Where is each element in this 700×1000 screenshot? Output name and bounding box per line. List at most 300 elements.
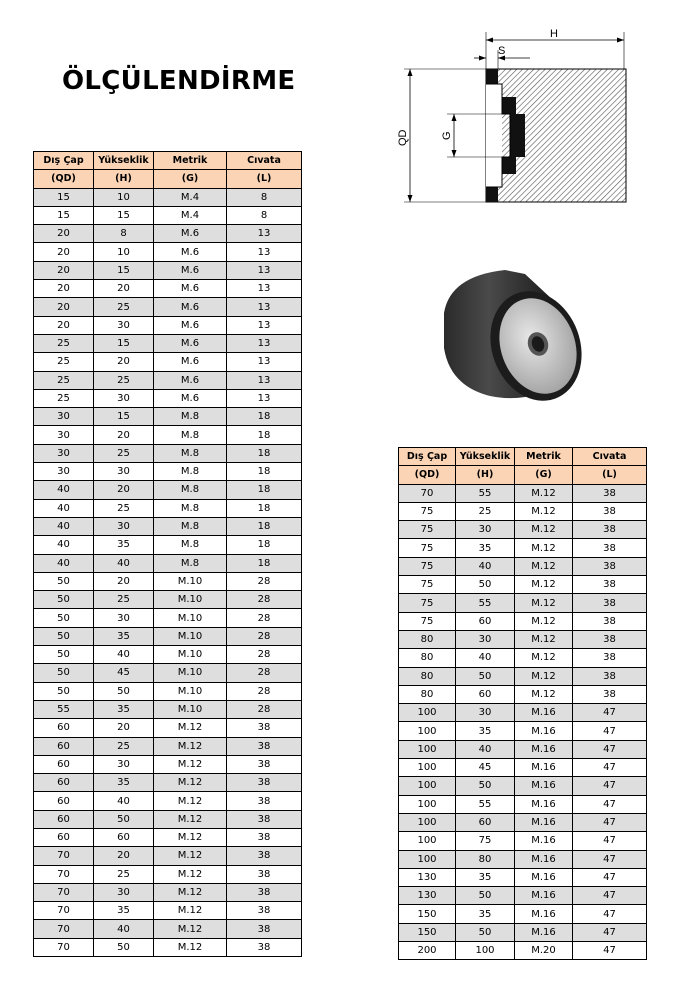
cell-metric: M.8 — [154, 536, 227, 554]
table-row — [34, 847, 302, 865]
cell-height: 25 — [94, 499, 154, 517]
cell-height: 50 — [456, 667, 515, 685]
cell-outer-diameter: 30 — [34, 444, 94, 462]
table-row — [34, 298, 302, 316]
cell-bolt: 47 — [573, 887, 647, 905]
table-row — [34, 700, 302, 718]
table-row — [34, 426, 302, 444]
cell-outer-diameter: 25 — [34, 371, 94, 389]
cell-metric: M.12 — [515, 502, 573, 520]
cell-outer-diameter: 100 — [399, 722, 456, 740]
cell-height: 30 — [94, 389, 154, 407]
cell-bolt: 47 — [573, 850, 647, 868]
cell-bolt: 38 — [573, 484, 647, 502]
cell-height: 15 — [94, 334, 154, 352]
cell-outer-diameter: 60 — [34, 792, 94, 810]
table-row — [399, 777, 647, 795]
table-row — [34, 737, 302, 755]
cell-metric: M.16 — [515, 722, 573, 740]
cell-bolt: 18 — [227, 499, 302, 517]
cell-height: 20 — [94, 426, 154, 444]
table-row — [34, 609, 302, 627]
cell-metric: M.20 — [515, 942, 573, 960]
cell-outer-diameter: 70 — [34, 938, 94, 956]
cell-outer-diameter: 200 — [399, 942, 456, 960]
table-row — [34, 243, 302, 261]
cell-metric: M.8 — [154, 408, 227, 426]
cell-height: 100 — [456, 942, 515, 960]
cell-height: 30 — [456, 704, 515, 722]
cell-metric: M.16 — [515, 850, 573, 868]
cell-height: 50 — [456, 576, 515, 594]
cell-metric: M.16 — [515, 777, 573, 795]
cell-bolt: 38 — [227, 938, 302, 956]
table-row — [399, 905, 647, 923]
cell-outer-diameter: 25 — [34, 334, 94, 352]
cell-outer-diameter: 100 — [399, 850, 456, 868]
cell-height: 40 — [456, 557, 515, 575]
header-h: (H) — [456, 466, 515, 484]
cell-height: 35 — [456, 722, 515, 740]
cell-metric: M.8 — [154, 554, 227, 572]
cell-bolt: 47 — [573, 905, 647, 923]
cell-bolt: 38 — [573, 667, 647, 685]
cell-metric: M.16 — [515, 905, 573, 923]
cell-metric: M.12 — [515, 630, 573, 648]
cell-bolt: 13 — [227, 316, 302, 334]
cell-height: 20 — [94, 572, 154, 590]
cell-outer-diameter: 60 — [34, 828, 94, 846]
cell-bolt: 28 — [227, 609, 302, 627]
cell-outer-diameter: 60 — [34, 737, 94, 755]
cell-metric: M.12 — [515, 612, 573, 630]
table-row — [34, 261, 302, 279]
cell-outer-diameter: 50 — [34, 682, 94, 700]
cell-height: 35 — [94, 902, 154, 920]
table-row — [34, 591, 302, 609]
cell-bolt: 8 — [227, 188, 302, 206]
cell-bolt: 38 — [573, 630, 647, 648]
cell-bolt: 38 — [573, 594, 647, 612]
cell-metric: M.8 — [154, 426, 227, 444]
cell-metric: M.12 — [154, 920, 227, 938]
cell-bolt: 38 — [227, 755, 302, 773]
cell-bolt: 13 — [227, 334, 302, 352]
cell-height: 75 — [456, 832, 515, 850]
cell-outer-diameter: 80 — [399, 649, 456, 667]
cell-outer-diameter: 60 — [34, 755, 94, 773]
cell-bolt: 28 — [227, 572, 302, 590]
table-row — [34, 408, 302, 426]
cell-outer-diameter: 80 — [399, 685, 456, 703]
cell-metric: M.16 — [515, 887, 573, 905]
cell-height: 35 — [456, 868, 515, 886]
cell-height: 40 — [94, 646, 154, 664]
table-row — [399, 502, 647, 520]
table-row — [34, 499, 302, 517]
cell-metric: M.12 — [154, 847, 227, 865]
cell-outer-diameter: 50 — [34, 591, 94, 609]
cell-height: 80 — [456, 850, 515, 868]
cell-metric: M.12 — [154, 719, 227, 737]
cell-height: 15 — [94, 408, 154, 426]
cell-height: 35 — [456, 539, 515, 557]
cell-outer-diameter: 100 — [399, 813, 456, 831]
cell-metric: M.10 — [154, 700, 227, 718]
cell-outer-diameter: 100 — [399, 759, 456, 777]
cell-bolt: 13 — [227, 298, 302, 316]
cell-bolt: 47 — [573, 704, 647, 722]
cell-bolt: 47 — [573, 740, 647, 758]
cell-bolt: 28 — [227, 627, 302, 645]
cell-metric: M.16 — [515, 759, 573, 777]
cell-bolt: 38 — [227, 902, 302, 920]
cell-outer-diameter: 80 — [399, 667, 456, 685]
cell-outer-diameter: 40 — [34, 517, 94, 535]
cell-outer-diameter: 15 — [34, 206, 94, 224]
header-g: (G) — [515, 466, 573, 484]
cell-outer-diameter: 70 — [34, 902, 94, 920]
header-h: (H) — [94, 170, 154, 188]
cell-outer-diameter: 100 — [399, 832, 456, 850]
cell-height: 60 — [456, 813, 515, 831]
cell-outer-diameter: 100 — [399, 704, 456, 722]
cell-bolt: 38 — [227, 828, 302, 846]
cell-outer-diameter: 50 — [34, 627, 94, 645]
table-row — [34, 444, 302, 462]
cell-bolt: 13 — [227, 353, 302, 371]
table-row — [34, 463, 302, 481]
cell-bolt: 38 — [573, 576, 647, 594]
cell-outer-diameter: 70 — [34, 847, 94, 865]
cell-height: 50 — [94, 810, 154, 828]
cell-metric: M.12 — [515, 521, 573, 539]
cell-bolt: 13 — [227, 261, 302, 279]
table-row — [34, 627, 302, 645]
cell-bolt: 47 — [573, 832, 647, 850]
table-row — [34, 682, 302, 700]
cell-height: 30 — [94, 883, 154, 901]
table-row — [399, 813, 647, 831]
table-row — [399, 557, 647, 575]
cell-outer-diameter: 100 — [399, 777, 456, 795]
cell-height: 40 — [456, 740, 515, 758]
cell-height: 25 — [94, 865, 154, 883]
cell-outer-diameter: 75 — [399, 576, 456, 594]
cell-height: 50 — [94, 682, 154, 700]
cell-metric: M.6 — [154, 261, 227, 279]
table-row — [34, 865, 302, 883]
cell-bolt: 47 — [573, 923, 647, 941]
header-l: (L) — [573, 466, 647, 484]
cell-height: 50 — [456, 777, 515, 795]
cell-bolt: 28 — [227, 646, 302, 664]
cell-height: 50 — [456, 887, 515, 905]
cell-outer-diameter: 130 — [399, 868, 456, 886]
cell-height: 40 — [94, 920, 154, 938]
cell-bolt: 47 — [573, 777, 647, 795]
cell-outer-diameter: 75 — [399, 612, 456, 630]
page-title: ÖLÇÜLENDİRME — [62, 66, 296, 96]
cell-bolt: 28 — [227, 591, 302, 609]
table-row — [399, 887, 647, 905]
cell-height: 45 — [456, 759, 515, 777]
cell-bolt: 18 — [227, 517, 302, 535]
cell-metric: M.6 — [154, 353, 227, 371]
cell-height: 20 — [94, 847, 154, 865]
cell-outer-diameter: 60 — [34, 774, 94, 792]
cell-outer-diameter: 20 — [34, 225, 94, 243]
table-row — [399, 795, 647, 813]
cell-outer-diameter: 20 — [34, 316, 94, 334]
cell-height: 35 — [94, 774, 154, 792]
cell-height: 55 — [456, 795, 515, 813]
cell-metric: M.8 — [154, 463, 227, 481]
cell-outer-diameter: 75 — [399, 502, 456, 520]
cell-outer-diameter: 20 — [34, 280, 94, 298]
table-row — [399, 594, 647, 612]
cell-bolt: 38 — [227, 810, 302, 828]
cell-outer-diameter: 80 — [399, 630, 456, 648]
cell-outer-diameter: 75 — [399, 521, 456, 539]
cell-outer-diameter: 15 — [34, 188, 94, 206]
cell-metric: M.12 — [515, 484, 573, 502]
cell-height: 25 — [94, 591, 154, 609]
cell-metric: M.8 — [154, 517, 227, 535]
table-row — [399, 630, 647, 648]
header-row-1 — [399, 448, 647, 466]
header-qd: (QD) — [34, 170, 94, 188]
cell-height: 25 — [94, 444, 154, 462]
table-row — [34, 225, 302, 243]
cell-metric: M.8 — [154, 481, 227, 499]
table-row — [399, 740, 647, 758]
table-row — [34, 719, 302, 737]
cell-outer-diameter: 50 — [34, 572, 94, 590]
cell-height: 30 — [456, 521, 515, 539]
cell-bolt: 47 — [573, 813, 647, 831]
cell-metric: M.12 — [515, 576, 573, 594]
cell-metric: M.10 — [154, 572, 227, 590]
cell-metric: M.12 — [154, 774, 227, 792]
cell-bolt: 38 — [227, 792, 302, 810]
cell-bolt: 38 — [227, 847, 302, 865]
cell-bolt: 38 — [227, 920, 302, 938]
cell-metric: M.12 — [515, 594, 573, 612]
cell-bolt: 38 — [573, 521, 647, 539]
cell-outer-diameter: 130 — [399, 887, 456, 905]
header-metric: Metrik — [515, 448, 573, 466]
cell-metric: M.12 — [154, 755, 227, 773]
cell-metric: M.12 — [154, 902, 227, 920]
cell-bolt: 13 — [227, 280, 302, 298]
table-row — [34, 280, 302, 298]
cell-height: 35 — [456, 905, 515, 923]
cell-height: 30 — [94, 316, 154, 334]
cell-height: 40 — [456, 649, 515, 667]
cell-outer-diameter: 40 — [34, 554, 94, 572]
cell-height: 35 — [94, 700, 154, 718]
cell-bolt: 47 — [573, 722, 647, 740]
table-row — [399, 704, 647, 722]
table-row — [34, 810, 302, 828]
cell-metric: M.6 — [154, 298, 227, 316]
header-height: Yükseklik — [456, 448, 515, 466]
table-row — [34, 536, 302, 554]
cell-height: 30 — [94, 463, 154, 481]
table-row — [399, 612, 647, 630]
table-row — [34, 755, 302, 773]
cell-metric: M.12 — [154, 865, 227, 883]
cell-outer-diameter: 30 — [34, 408, 94, 426]
cell-outer-diameter: 30 — [34, 426, 94, 444]
cell-metric: M.16 — [515, 868, 573, 886]
cell-height: 30 — [94, 755, 154, 773]
cell-outer-diameter: 150 — [399, 923, 456, 941]
table-row — [34, 828, 302, 846]
cell-outer-diameter: 30 — [34, 463, 94, 481]
cell-height: 20 — [94, 353, 154, 371]
cell-metric: M.16 — [515, 795, 573, 813]
table-row — [399, 868, 647, 886]
table-row — [34, 188, 302, 206]
table-row — [399, 539, 647, 557]
cell-height: 8 — [94, 225, 154, 243]
table-row — [34, 517, 302, 535]
table-row — [34, 206, 302, 224]
cell-bolt: 13 — [227, 389, 302, 407]
table-row — [399, 667, 647, 685]
cell-height: 25 — [456, 502, 515, 520]
cell-metric: M.4 — [154, 206, 227, 224]
cell-height: 60 — [456, 685, 515, 703]
label-h: H — [550, 28, 558, 40]
cell-metric: M.12 — [515, 557, 573, 575]
cell-bolt: 38 — [573, 612, 647, 630]
cell-bolt: 28 — [227, 682, 302, 700]
cell-metric: M.6 — [154, 334, 227, 352]
hatched-body — [486, 69, 626, 202]
table-row — [34, 664, 302, 682]
cell-metric: M.6 — [154, 280, 227, 298]
product-photo — [430, 258, 595, 408]
cell-height: 60 — [94, 828, 154, 846]
cell-outer-diameter: 100 — [399, 795, 456, 813]
table-row — [34, 572, 302, 590]
cell-outer-diameter: 40 — [34, 536, 94, 554]
cell-bolt: 47 — [573, 795, 647, 813]
cell-outer-diameter: 40 — [34, 499, 94, 517]
cell-height: 35 — [94, 627, 154, 645]
cell-metric: M.12 — [154, 792, 227, 810]
header-row-2 — [34, 170, 302, 188]
header-qd: (QD) — [399, 466, 456, 484]
cell-metric: M.16 — [515, 813, 573, 831]
cell-metric: M.8 — [154, 499, 227, 517]
table-row — [34, 938, 302, 956]
cell-bolt: 47 — [573, 942, 647, 960]
cell-metric: M.12 — [154, 883, 227, 901]
cell-bolt: 47 — [573, 759, 647, 777]
cell-metric: M.10 — [154, 646, 227, 664]
cell-metric: M.6 — [154, 225, 227, 243]
cell-metric: M.6 — [154, 243, 227, 261]
table-row — [399, 484, 647, 502]
cell-outer-diameter: 70 — [399, 484, 456, 502]
header-outer-diameter: Dış Çap — [34, 152, 94, 170]
cell-outer-diameter: 20 — [34, 261, 94, 279]
cell-bolt: 18 — [227, 481, 302, 499]
cell-bolt: 18 — [227, 426, 302, 444]
cell-metric: M.8 — [154, 444, 227, 462]
cell-bolt: 38 — [227, 719, 302, 737]
cell-outer-diameter: 100 — [399, 740, 456, 758]
cell-outer-diameter: 60 — [34, 719, 94, 737]
cell-height: 10 — [94, 188, 154, 206]
cell-height: 40 — [94, 792, 154, 810]
dimension-diagram — [392, 24, 637, 209]
cell-bolt: 38 — [227, 883, 302, 901]
cell-height: 55 — [456, 594, 515, 612]
cell-bolt: 18 — [227, 444, 302, 462]
table-row — [34, 316, 302, 334]
cell-outer-diameter: 70 — [34, 883, 94, 901]
cell-bolt: 13 — [227, 243, 302, 261]
cell-bolt: 38 — [573, 685, 647, 703]
cell-height: 25 — [94, 737, 154, 755]
cell-bolt: 13 — [227, 225, 302, 243]
cell-height: 25 — [94, 371, 154, 389]
cell-height: 30 — [94, 609, 154, 627]
cell-bolt: 38 — [573, 502, 647, 520]
table-row — [34, 353, 302, 371]
cell-metric: M.10 — [154, 664, 227, 682]
table-row — [399, 521, 647, 539]
cell-metric: M.12 — [515, 649, 573, 667]
cell-bolt: 38 — [227, 737, 302, 755]
table-row — [34, 646, 302, 664]
cell-height: 15 — [94, 206, 154, 224]
label-s: S — [498, 45, 506, 57]
table-row — [34, 883, 302, 901]
table-row — [399, 649, 647, 667]
cell-height: 50 — [456, 923, 515, 941]
cell-bolt: 38 — [227, 865, 302, 883]
cell-outer-diameter: 25 — [34, 353, 94, 371]
header-height: Yükseklik — [94, 152, 154, 170]
cell-metric: M.4 — [154, 188, 227, 206]
cell-height: 55 — [456, 484, 515, 502]
table-row — [34, 389, 302, 407]
cell-outer-diameter: 50 — [34, 646, 94, 664]
cell-outer-diameter: 150 — [399, 905, 456, 923]
cell-height: 35 — [94, 536, 154, 554]
cell-outer-diameter: 25 — [34, 389, 94, 407]
cell-bolt: 18 — [227, 408, 302, 426]
header-row-1 — [34, 152, 302, 170]
table-row — [34, 371, 302, 389]
cell-metric: M.10 — [154, 591, 227, 609]
cell-height: 60 — [456, 612, 515, 630]
cell-bolt: 38 — [227, 774, 302, 792]
cell-outer-diameter: 20 — [34, 298, 94, 316]
cell-metric: M.12 — [515, 667, 573, 685]
header-row-2 — [399, 466, 647, 484]
spec-table-right — [398, 447, 647, 960]
header-bolt: Cıvata — [573, 448, 647, 466]
cell-outer-diameter: 70 — [34, 865, 94, 883]
cell-bolt: 28 — [227, 700, 302, 718]
